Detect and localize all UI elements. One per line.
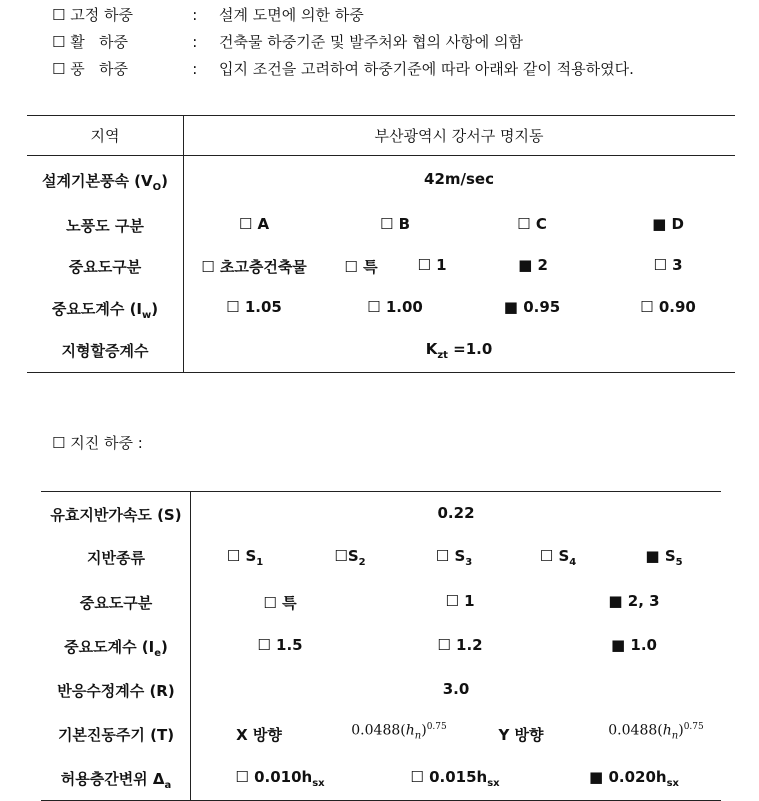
wind-factor-option: ☐ 1.00 bbox=[367, 298, 423, 316]
wind-factor-option: ■ 0.95 bbox=[503, 298, 561, 316]
load-text: 설계 도면에 의한 하중 bbox=[219, 6, 364, 24]
checkbox-icon: ☐ bbox=[52, 60, 66, 78]
load-line-dead: ☐ 고정 하중 : 설계 도면에 의한 하중 bbox=[52, 6, 364, 24]
checkbox-icon: ☐ bbox=[52, 33, 66, 51]
seismic-importance-label: 중요도구분 bbox=[79, 594, 153, 612]
seismic-factor-option: ☐ 1.5 bbox=[257, 636, 303, 654]
seismic-factor-label: 중요도계수 $(I_e)$ bbox=[64, 638, 168, 659]
load-label: 고정 하중 bbox=[70, 6, 133, 24]
period-y-formula: $0.0488(h_n)^{0.75}$ bbox=[608, 722, 704, 742]
seismic-importance-option: ☐ 특 bbox=[263, 594, 297, 612]
period-x-formula: $0.0488(h_n)^{0.75}$ bbox=[351, 722, 447, 742]
soil-option: ■ $S_5$ bbox=[645, 547, 683, 568]
exposure-option: ■ D bbox=[652, 215, 684, 233]
wind-importance-option: ☐ 초고층건축물 bbox=[201, 258, 307, 276]
seismic-heading: ☐ 지진 하중 : bbox=[52, 434, 143, 452]
load-text: 건축물 하중기준 및 발주처와 협의 사항에 의함 bbox=[219, 33, 523, 51]
soil-option: ☐ $S_3$ bbox=[435, 547, 473, 568]
load-text: 입지 조건을 고려하여 하중기준에 따라 아래와 같이 적용하였다. bbox=[219, 60, 634, 78]
soil-option: ☐ $S_1$ bbox=[226, 547, 264, 568]
checkbox-icon: ☐ bbox=[52, 434, 66, 452]
exposure-option: ☐ B bbox=[379, 215, 411, 233]
period-label: 기본진동주기 (T) bbox=[57, 726, 175, 744]
exposure-option: ☐ C bbox=[517, 215, 547, 233]
wind-importance-option: ☐ 1 bbox=[417, 256, 447, 274]
wind-factor-label: 중요도계수 $(I_w)$ bbox=[51, 300, 159, 321]
r-value: 3.0 bbox=[442, 680, 470, 698]
wind-speed-label: 설계기본풍속 $(V_O)$ bbox=[41, 172, 169, 193]
seismic-label: 지진 하중 bbox=[70, 434, 133, 452]
load-label: 활 하중 bbox=[70, 33, 129, 51]
drift-option: ☐ $0.010h_{sx}$ bbox=[235, 768, 325, 789]
exposure-option: ☐ A bbox=[238, 215, 270, 233]
drift-option: ■ $0.020h_{sx}$ bbox=[589, 768, 679, 789]
region-value: 부산광역시 강서구 명지동 bbox=[374, 127, 544, 145]
accel-label: 유효지반가속도 (S) bbox=[50, 506, 182, 524]
drift-label: 허용층간변위 $\Delta_a$ bbox=[60, 770, 172, 791]
load-line-wind: ☐ 풍 하중 : 입지 조건을 고려하여 하중기준에 따라 아래와 같이 적용하였다. bbox=[52, 60, 634, 78]
wind-speed-value: 42m/sec bbox=[424, 170, 494, 188]
r-label: 반응수정계수 (R) bbox=[57, 682, 175, 700]
seismic-importance-option: ☐ 1 bbox=[445, 592, 475, 610]
wind-importance-label: 중요도구분 bbox=[68, 258, 142, 276]
period-x-label: X 방향 bbox=[236, 726, 282, 744]
load-line-live: ☐ 활 하중 : 건축물 하중기준 및 발주처와 협의 사항에 의함 bbox=[52, 33, 523, 51]
wind-importance-option: ☐ 특 bbox=[344, 258, 378, 276]
accel-value: 0.22 bbox=[437, 504, 475, 522]
region-label: 지역 bbox=[90, 127, 120, 145]
topography-label: 지형할증계수 bbox=[61, 342, 149, 360]
checkbox-icon: ☐ bbox=[52, 6, 66, 24]
soil-option: $☐S_2$ bbox=[334, 547, 366, 568]
wind-importance-option: ■ 2 bbox=[518, 256, 548, 274]
soil-label: 지반종류 bbox=[87, 549, 145, 567]
period-y-label: Y 방향 bbox=[498, 726, 544, 744]
soil-option: ☐ $S_4$ bbox=[539, 547, 577, 568]
load-label: 풍 하중 bbox=[70, 60, 129, 78]
wind-factor-option: ☐ 0.90 bbox=[640, 298, 696, 316]
seismic-factor-option: ■ 1.0 bbox=[611, 636, 657, 654]
wind-importance-option: ☐ 3 bbox=[653, 256, 683, 274]
wind-factor-option: ☐ 1.05 bbox=[226, 298, 282, 316]
seismic-importance-option: ■ 2, 3 bbox=[608, 592, 660, 610]
drift-option: ☐ $0.015h_{sx}$ bbox=[410, 768, 500, 789]
topography-value: $K_{zt} =1.0$ bbox=[425, 340, 493, 361]
exposure-label: 노풍도 구분 bbox=[66, 217, 144, 235]
seismic-factor-option: ☐ 1.2 bbox=[437, 636, 483, 654]
